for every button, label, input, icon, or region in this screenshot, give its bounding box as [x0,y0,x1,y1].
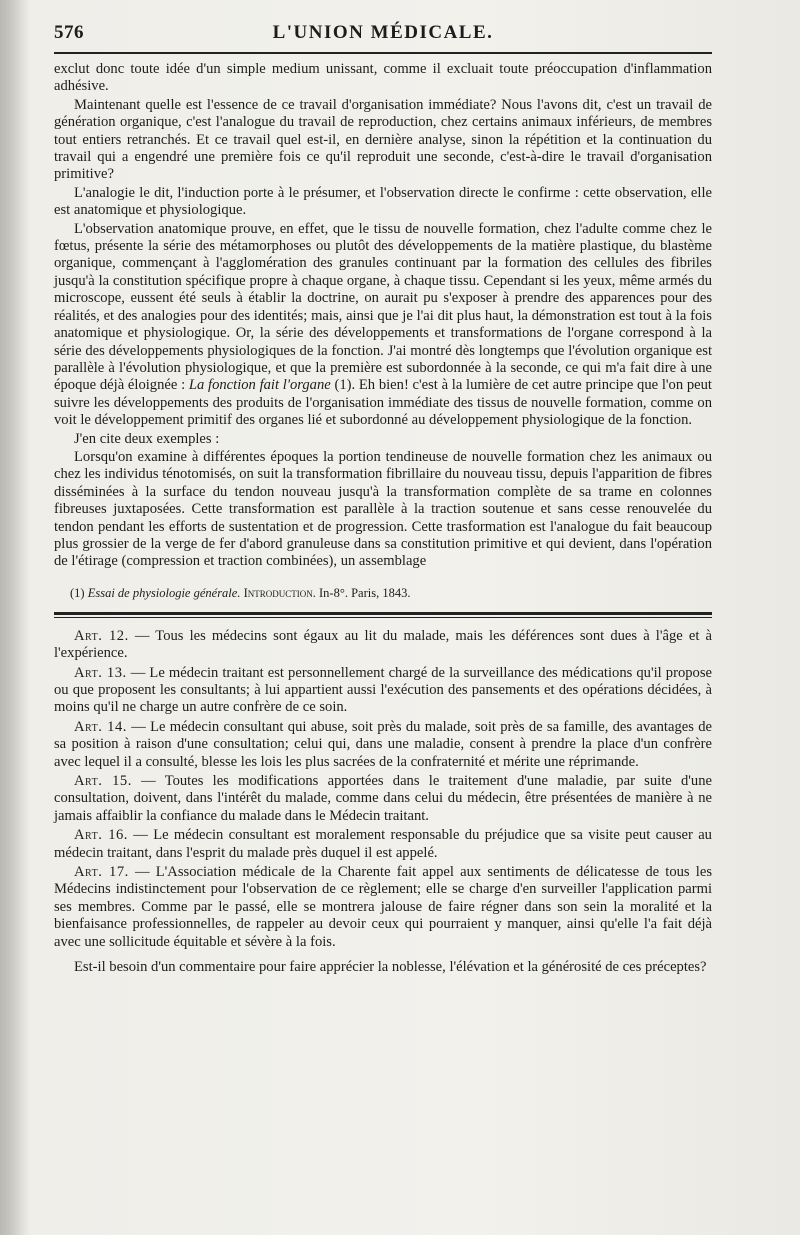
article-text: — Toutes les modifications apportées dans le traitement d'une maladie, par suite d'une consultation, doivent, dans l'intérêt du malade, comme dans celui du médecin, être présentées de manière à ne jamais affaiblir la confiance du malade dans le Médecin traitant. [54,773,712,824]
paragraph: J'en cite deux exemples : [74,430,220,447]
article-label: Art. 17. [74,864,129,881]
italic-maxim: La fonction fait l'organe [188,377,331,394]
paragraph-with-citation [54,221,712,430]
closing-remark [54,959,712,976]
footnote-title: Essai de physiologie générale. [87,585,241,600]
article [54,773,712,825]
header-rule [54,52,712,54]
page-header [54,18,712,48]
paragraph: Lorsqu'on examine à différentes époques la portion tendineuse de nouvelle formation chez les animaux ou chez les individus ténotomisés, on suit la transformation fibrillaire du nouveau tissu, depuis l'apparition de fibres disséminées à la surface du tendon nouveau jusqu'à la transformation complète de sa trame en colonnes fibreuses juxtaposées. Cette transformation est parallèle à la traction soutenue et sans cesse renouvelée du tendon pendant les efforts de sustentation et de progression. Cette trasformation est l'analogue du fait beaucoup plus grossier de la verge de fer d'abord granuleuse dans sa constitution primitive et qui devient, dans l'opération de l'étirage (compression et traction combinées), un assemblage [54,448,712,570]
article-text: — L'Association médicale de la Charente fait appel aux sentiments de délicatesse de tous les Médecins indistinctement pour l'observation de ce règlement; elle se charge d'en surveiller l'application parmi ses membres. Comme par le passé, elle se montrera jalouse de faire régner dans son sein la moralité et la bienfaisance professionnelles, de rappeler au devoir ceux qui pourraient y manquer, ainsi qu'elle l'a fait déjà avec une sollicitude équitable et sévère à la fois. [54,864,712,950]
footnote-details: In-8°. Paris, 1843. [315,585,411,600]
articles-list [54,628,712,951]
binding-shadow [0,0,30,1235]
footnote [70,585,712,601]
article [54,665,712,717]
running-title: L'UNION MÉDICALE. [272,22,494,43]
article-label: Art. 15. [74,773,132,790]
closing-paragraph: Est-il besoin d'un commentaire pour faire apprécier la noblesse, l'élévation et la générosité de ces préceptes? [74,959,707,976]
paragraph-text-tail: (1). Eh bien! c'est à la lumière de cet autre principe que l'on peut suivre les développements des produits de l'organisation immédiate des tissus de nouvelle formation, comme on voit le développement primitif des organes lié et subordonné au développement physiologique de la fonction. [54,377,712,429]
article [54,827,712,862]
article-text: — Le médecin consultant est moralement responsable du préjudice que sa visite peut causer au médecin traitant, dans l'esprit du malade près duquel il est appelé. [54,827,712,861]
article-label: Art. 13. [74,664,127,681]
paragraph-text: L'observation anatomique prouve, en effet, que le tissu de nouvelle formation, chez l'adulte comme chez le fœtus, présente la série des métamorphoses ou plutôt des développements de la matière plastique, du blastème organique, commençant à l'agglomération des granules continuant par la formation des cellules des fibriles jusqu'à la constitution spécifique propre à chaque organe, à chaque tissu. Cependant si les yeux, même armés du microscope, eussent été seuls à établir la doctrine, on aurait pu s'exposer à prendre des apparences pour des réalités, et des analogies pour des identités; mais, ainsi que je l'ai dit plus haut, la démonstration est tout à la fois anatomique et physiologique. Or, la série des développements et transformations de l'organe correspond à la série des développements physiologiques de la fonction. J'ai montré dès longtemps que l'évolution organique est parallèle à l'évolution physiologique, et que la première est subordonnée à la seconde, ce qui m'a fait dire à une époque déjà éloignée : [54,220,712,394]
article [54,628,712,663]
article-label: Art. 14. [74,718,127,735]
article-text: — Le médecin traitant est personnellement chargé de la surveillance des médications qu'il propose ou que proposent les consultants; à lui appartient aussi l'exécution des pansements et des opérations décidées, à moins qu'il ne charge un autre confrère de ce soin. [54,664,712,716]
page-number: 576 [54,22,84,43]
paragraph: exclut donc toute idée d'un simple medium unissant, comme il excluait toute préoccupation d'inflammation adhésive. [54,61,712,95]
article-label: Art. 16. [74,827,128,844]
article [54,864,712,951]
paragraph: L'analogie le dit, l'induction porte à le présumer, et l'observation directe le confirme : cette observation, elle est anatomique et physiologique. [54,184,712,219]
paragraph: Maintenant quelle est l'essence de ce travail d'organisation immédiate? Nous l'avons dit, c'est un travail de génération organique, c'est l'analogue du travail de reproduction, chez certains animaux inférieurs, de membres tout entiers retranchés. Et ce travail quel est-il, en dernière analyse, sinon la répétition et la continuation du travail qui a engendré une première fois ce qu'il reproduit une seconde, c'est-à-dire le travail d'organisation primitive? [54,96,712,183]
footnote-marker: (1) [70,585,88,600]
article-text: — Le médecin consultant qui abuse, soit près du malade, soit près de sa famille, des avantages de sa position à raison d'une consultation; celui qui, dans une maladie, consent à prendre la place d'un confrère avec lequel il a consulté, blesse les lois les plus sacrées de la confraternité et mérite une réprimande. [54,718,712,770]
page-content [54,18,712,977]
footnote-subtitle: Introduction. [243,585,316,600]
section-divider [54,612,712,618]
article [54,719,712,771]
article-label: Art. 12. [74,627,129,644]
main-text [54,61,712,571]
article-text: — Tous les médecins sont égaux au lit du malade, mais les déférences sont dues à l'âge et à l'expérience. [54,627,712,662]
